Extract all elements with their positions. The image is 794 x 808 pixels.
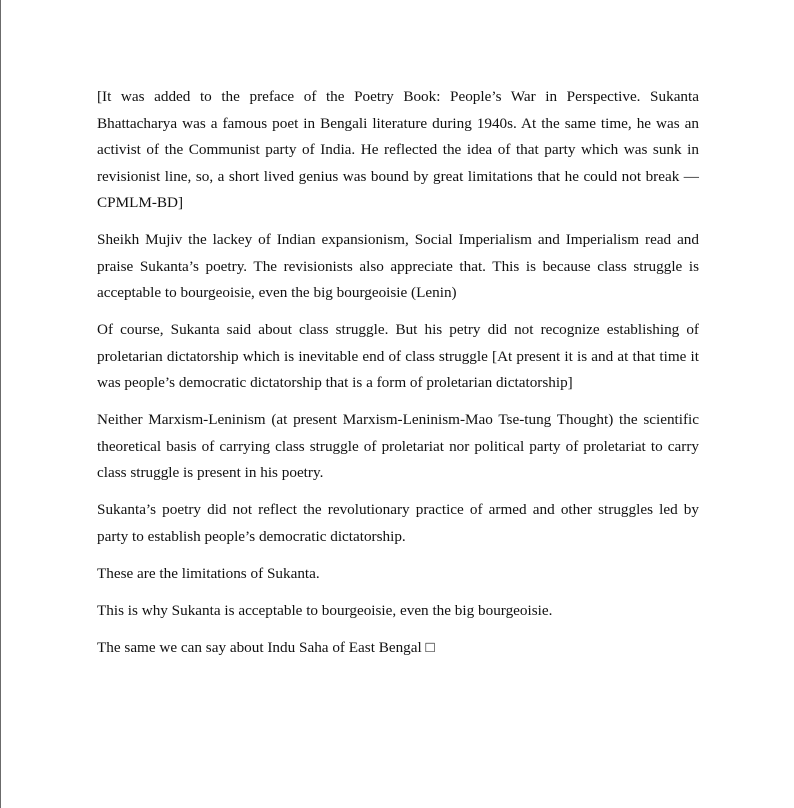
- paragraph-mujiv: Sheikh Mujiv the lackey of Indian expansionism, Social Imperialism and Imperialism read and praise Sukanta’s poetry. The revisionists also appreciate that. This is because class struggle is acceptable to bourgeoisie, even the big bourgeoisie (Lenin): [97, 231, 699, 301]
- paragraph-indu-saha: The same we can say about Indu Saha of East Bengal □: [97, 638, 435, 656]
- paragraph-limitations: These are the limitations of Sukanta.: [97, 564, 320, 582]
- document-body: [97, 84, 699, 672]
- paragraph-acceptable: This is why Sukanta is acceptable to bourgeoisie, even the big bourgeoisie.: [97, 601, 553, 619]
- paragraph-class-struggle: Of course, Sukanta said about class struggle. But his petry did not recognize establishing of proletarian dictatorship which is inevitable end of class struggle [At present it is and at that time it was people’s democratic dictatorship that is a form of proletarian dictatorship]: [97, 321, 699, 391]
- paragraph-preface-note: [It was added to the preface of the Poetry Book: People’s War in Perspective. Sukanta Bhattacharya was a famous poet in Bengali literature during 1940s. At the same time, he was an activist of the Communist party of India. He reflected the idea of that party which was sunk in revisionist line, so, a short lived genius was bound by great limitations that he could not break — CPMLM-BD]: [97, 88, 699, 211]
- paragraph-revolutionary-practice: Sukanta’s poetry did not reflect the revolutionary practice of armed and other struggles led by party to establish people’s democratic dictatorship.: [97, 501, 699, 545]
- paragraph-marxism-leninism: Neither Marxism-Leninism (at present Marxism-Leninism-Mao Tse-tung Thought) the scientific theoretical basis of carrying class struggle of proletariat nor political party of proletariat to carry class struggle is present in his poetry.: [97, 411, 699, 481]
